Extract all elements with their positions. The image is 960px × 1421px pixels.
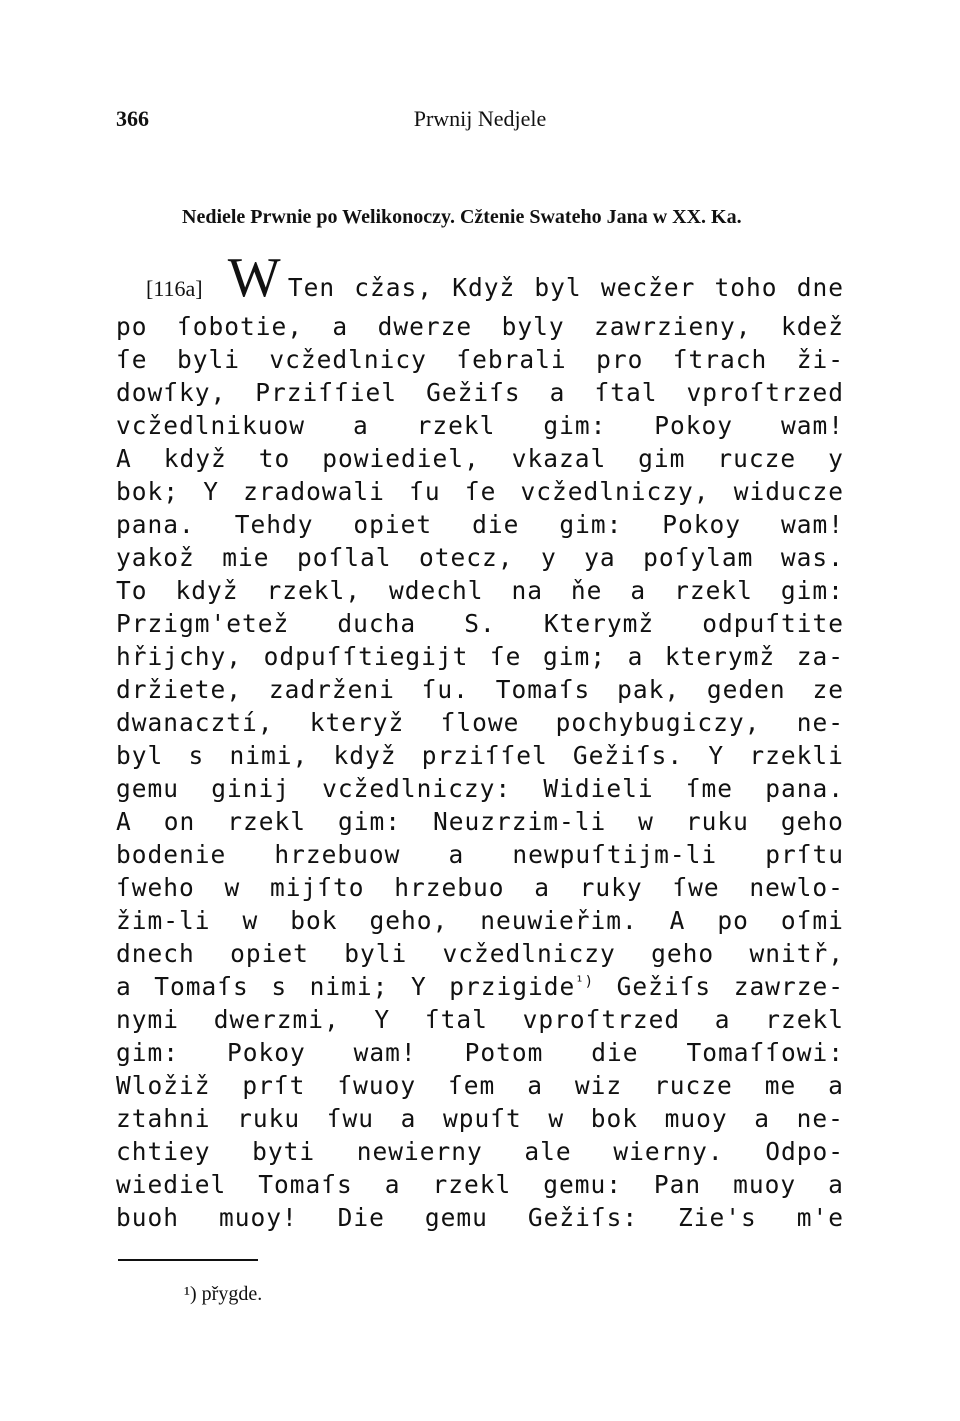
word: ſtal [424, 1005, 488, 1034]
word: S. [464, 609, 496, 638]
word: bok [590, 1104, 639, 1133]
word: wnitř, [749, 939, 844, 968]
word: vkazal [511, 444, 607, 473]
word: w [548, 1104, 565, 1133]
text-line [116, 1135, 844, 1168]
word: A [669, 906, 686, 935]
word: ſe [489, 642, 522, 671]
word: vcžedlniczy: [322, 774, 512, 803]
word: byli [176, 345, 240, 374]
word: pochybugiczy, [555, 708, 761, 737]
text-line [116, 904, 844, 937]
word: odpuſſtiegijt [263, 642, 469, 671]
word: když [333, 741, 397, 770]
text-line-first [116, 247, 844, 310]
word: muoy [664, 1104, 728, 1133]
word: w [242, 906, 259, 935]
word: ruku [685, 807, 749, 836]
word: zradowali [243, 477, 385, 506]
word: mie [222, 543, 270, 572]
word: ſebrali [456, 345, 567, 374]
footnote-text: přygde. [201, 1283, 263, 1305]
word: gemu [424, 1203, 488, 1232]
word: vcžedlnicy [269, 345, 427, 374]
word: gim: [559, 510, 623, 539]
word: ſwuoy [337, 1071, 417, 1100]
word: me [764, 1071, 797, 1100]
word: y [828, 444, 844, 473]
word: nimi; [309, 972, 389, 1001]
word: geden [706, 675, 786, 704]
word: rucze [654, 1071, 733, 1100]
text-line [116, 409, 844, 442]
text-line [116, 508, 844, 541]
text-line-last [116, 1201, 844, 1234]
word: was. [780, 543, 844, 572]
word: rzekl [765, 1005, 844, 1034]
word: a [534, 873, 550, 902]
word: žim-li [116, 906, 211, 935]
word: Wložiž [116, 1071, 211, 1100]
word: bodenie [116, 840, 227, 869]
word: die [591, 1038, 639, 1067]
word: ginij [211, 774, 290, 803]
text-line-with-footnote [116, 970, 844, 1003]
word: ruky [579, 873, 643, 902]
word: zawrze- [733, 972, 844, 1001]
word: a [116, 972, 132, 1001]
section-heading: Nediele Prwnie po Welikonoczy. Cžtenie Swateho Jana w XX. Ka. [182, 206, 742, 228]
word: ſtrach [672, 345, 768, 374]
word: oſmi [780, 906, 844, 935]
word: nymi [116, 1005, 180, 1034]
word: wam! [353, 1038, 417, 1067]
word: pana. [116, 510, 195, 539]
word: wam! [780, 411, 844, 440]
word: dwanacztí, [116, 708, 274, 737]
word: dwerzmi, [213, 1005, 340, 1034]
word: buoh [116, 1203, 180, 1232]
text-line [116, 1069, 844, 1102]
word: byly [501, 312, 565, 341]
word: chtiey [116, 1137, 211, 1166]
word: ſe [116, 345, 148, 374]
word: opiet [230, 939, 309, 968]
word: ſu [409, 477, 441, 506]
word: a [527, 1071, 543, 1100]
word: rzekl [432, 1170, 512, 1199]
running-head: Prwnij Nedjele [413, 106, 547, 131]
word: pana. [765, 774, 844, 803]
word: Y [203, 477, 219, 506]
word: vproſtrzed [686, 378, 844, 407]
word: m'e [796, 1203, 844, 1232]
word: pro [596, 345, 644, 374]
word: a [549, 378, 566, 407]
word: prſt [242, 1071, 306, 1100]
text-line [116, 376, 844, 409]
word: a [627, 642, 644, 671]
word: vcžedlnikuow [116, 411, 306, 440]
word: gim [638, 444, 686, 473]
word: rzekli [749, 741, 844, 770]
word: a [630, 576, 647, 605]
folio-reference: [116a] [146, 276, 203, 301]
word: Když [452, 273, 516, 302]
word: Pokoy [226, 1038, 306, 1067]
word: držiete, [116, 675, 243, 704]
word: když [175, 576, 239, 605]
word: po [717, 906, 749, 935]
word: Die [337, 1203, 385, 1232]
word: rzekl [227, 807, 306, 836]
word: dwerze [377, 312, 473, 341]
word: yakož [116, 543, 195, 572]
word: ne- [796, 1104, 844, 1133]
word: ya [584, 543, 616, 572]
word: ſwe [672, 873, 720, 902]
word: Przigm'etež [116, 609, 290, 638]
word: gim; [542, 642, 606, 671]
word: Zie's [678, 1203, 757, 1232]
word: Y [410, 972, 427, 1001]
text-line [116, 607, 844, 640]
body-text [116, 247, 844, 1234]
word: hrzebuo [394, 873, 505, 902]
word: za- [796, 642, 844, 671]
word: vcžedlniczy, [520, 477, 710, 506]
word: rzekl [416, 411, 496, 440]
text-line [116, 706, 844, 739]
word: odpuſtite [702, 609, 844, 638]
text-line [116, 640, 844, 673]
word: Gežiſs [426, 378, 521, 407]
word: a [384, 1170, 401, 1199]
drop-cap: W [227, 247, 281, 309]
word: vproſtrzed [522, 1005, 681, 1034]
word: Prziſſiel [255, 378, 398, 407]
text-line [116, 442, 844, 475]
word: prſtu [765, 840, 844, 869]
word: bok; [116, 477, 180, 506]
word: hřijchy, [116, 642, 243, 671]
word: bok [290, 906, 338, 935]
word: ze [812, 675, 844, 704]
text-line [116, 343, 844, 376]
word: rucze [717, 444, 797, 473]
word: když [163, 444, 227, 473]
word: Tomaſſowi: [686, 1038, 844, 1067]
word: pak, [617, 675, 681, 704]
word: kdež [780, 312, 844, 341]
word: hrzebuow [274, 840, 401, 869]
word: kteryž [309, 708, 405, 737]
word: wdechl [388, 576, 484, 605]
word: prziſſel [421, 741, 548, 770]
word: ňe [570, 576, 603, 605]
word: ruku [237, 1104, 301, 1133]
word: po [116, 312, 148, 341]
text-line [116, 673, 844, 706]
word: byl [116, 741, 164, 770]
word: wecžer [600, 273, 696, 302]
word: ale [524, 1137, 572, 1166]
word: gim: [543, 411, 607, 440]
word: gemu: [543, 1170, 622, 1199]
word: Potom [464, 1038, 544, 1067]
footnote-rule [118, 1259, 258, 1261]
word: ducha [337, 609, 417, 638]
text-line [116, 1102, 844, 1135]
word: a [352, 411, 369, 440]
word: muoy! [218, 1203, 298, 1232]
word: w [638, 807, 654, 836]
text-line [116, 574, 844, 607]
word: wpuſt [443, 1104, 522, 1133]
text-line [116, 838, 844, 871]
word: widucze [733, 477, 844, 506]
word: rzekl [674, 576, 753, 605]
word: a [332, 312, 349, 341]
word: poſlal [296, 543, 392, 572]
word: opiet [353, 510, 433, 539]
footnote-mark: ¹) [184, 1283, 197, 1305]
word: ne- [796, 708, 844, 737]
word: geho, [369, 906, 449, 935]
word: toho [714, 273, 778, 302]
word: a [828, 1170, 844, 1199]
word: ſme [685, 774, 734, 803]
word: wam! [780, 510, 844, 539]
word: Tehdy [234, 510, 314, 539]
word: s [271, 972, 288, 1001]
word: A [116, 444, 132, 473]
word: w [224, 873, 241, 902]
word: zawrzieny, [594, 312, 752, 341]
word: Y [708, 741, 725, 770]
word: gim: [116, 1038, 180, 1067]
word: dowſky, [116, 378, 227, 407]
word: muoy [733, 1170, 797, 1199]
text-line [116, 871, 844, 904]
word: przigide$^{^1)}$ [449, 972, 595, 1001]
word: ſwu [326, 1104, 375, 1133]
word: geho [780, 807, 844, 836]
word: wierny. [613, 1137, 724, 1166]
word: Odpo- [765, 1137, 844, 1166]
word: ſem [448, 1071, 496, 1100]
word: rzekl, [266, 576, 361, 605]
word: To [116, 576, 148, 605]
word: ſweho [116, 873, 195, 902]
word: Tomaſs [258, 1170, 353, 1199]
word: newpuſtijm-li [512, 840, 718, 869]
word: a [400, 1104, 417, 1133]
word: a [754, 1104, 771, 1133]
word: Pokoy [654, 411, 734, 440]
word: A [116, 807, 132, 836]
text-line [116, 1036, 844, 1069]
word: wiz [574, 1071, 623, 1100]
word: wiediel [116, 1170, 227, 1199]
text-line [116, 1168, 844, 1201]
word: die [472, 510, 520, 539]
word: Gežiſs. [572, 741, 684, 770]
word: Pan [653, 1170, 702, 1199]
word: y [540, 543, 557, 572]
word: on [163, 807, 196, 836]
text-line [116, 475, 844, 508]
word: Gežiſs [616, 972, 712, 1001]
footnote [184, 1283, 262, 1306]
word: cžas, [354, 273, 434, 302]
word: powiediel, [322, 444, 480, 473]
word: ztahni [116, 1104, 211, 1133]
word: geho [651, 939, 715, 968]
footnote-reference-mark: ¹) [575, 973, 595, 990]
word: ſu. [421, 675, 469, 704]
word: Widieli [543, 774, 654, 803]
text-line [116, 805, 844, 838]
word: byti [252, 1137, 316, 1166]
word: neuwieřim. [480, 906, 638, 935]
word: kterymž [664, 642, 776, 671]
word: gim: [780, 576, 844, 605]
word: Y [374, 1005, 391, 1034]
word: ži- [796, 345, 844, 374]
word: Gežiſs: [527, 1203, 639, 1232]
word: Neuzrzim-li [432, 807, 607, 836]
word: a [714, 1005, 731, 1034]
word: nimi, [229, 741, 309, 770]
word: na [511, 576, 543, 605]
word: to [258, 444, 291, 473]
word: a [448, 840, 465, 869]
word: newlo- [749, 873, 844, 902]
word: gim: [337, 807, 401, 836]
word: ſobotie, [176, 312, 303, 341]
text-line [116, 772, 844, 805]
page-number: 366 [116, 106, 149, 131]
word: ſlowe [440, 708, 520, 737]
word: dnech [116, 939, 195, 968]
text-line [116, 541, 844, 574]
word: Pokoy [662, 510, 742, 539]
word: poſylam [643, 543, 754, 572]
word: Tomaſs [495, 675, 591, 704]
word: mijſto [269, 873, 365, 902]
word: byli [344, 939, 408, 968]
word: ſtal [594, 378, 658, 407]
word: Tomaſs [154, 972, 249, 1001]
word: zadrženi [268, 675, 395, 704]
word: s [188, 741, 205, 770]
word: newierny [356, 1137, 483, 1166]
word: dne [796, 273, 844, 302]
word: gemu [116, 774, 180, 803]
text-line [116, 739, 844, 772]
word: byl [534, 273, 582, 302]
word: Ten [287, 273, 336, 302]
text-line [116, 937, 844, 970]
word: a [828, 1071, 844, 1100]
word: ſe [464, 477, 497, 506]
word: otecz, [418, 543, 514, 572]
text-line [116, 1003, 844, 1036]
word: vcžedlniczy [442, 939, 616, 968]
word: Kterymž [543, 609, 655, 638]
